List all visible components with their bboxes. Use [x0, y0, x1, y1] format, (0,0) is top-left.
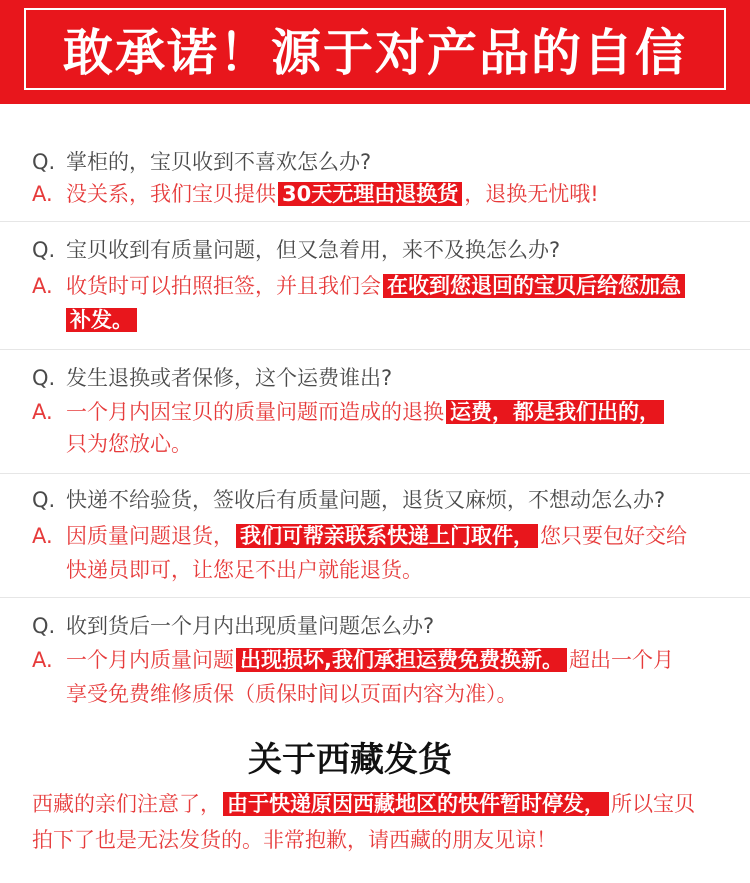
- answer-highlight: 出现损坏,我们承担运费免费换新。: [236, 648, 567, 672]
- faq-question: Q. 收到货后一个月内出现质量问题怎么办?: [32, 614, 435, 638]
- faq-answer-line2: 享受免费维修质保（质保时间以页面内容为准）。: [66, 682, 518, 706]
- faq-item: [0, 474, 750, 598]
- faq-question: Q. 掌柜的，宝贝收到不喜欢怎么办?: [32, 150, 372, 174]
- faq-question: Q. 发生退换或者保修，这个运费谁出?: [32, 366, 393, 390]
- faq-answer: A. 一个月内质量问题 出现损坏,我们承担运费免费换新。 超出一个月: [32, 648, 674, 672]
- header-banner: [0, 0, 750, 104]
- tibet-notice: 西藏的亲们注意了， 由于快递原因西藏地区的快件暂时停发， 所以宝贝: [32, 792, 695, 816]
- banner-frame: [24, 8, 726, 90]
- faq-answer: A. 没关系，我们宝贝提供 30天无理由退换货 ，退换无忧哦!: [32, 182, 599, 206]
- answer-highlight: 我们可帮亲联系快递上门取件，: [236, 524, 538, 548]
- faq-item: [0, 104, 750, 222]
- answer-highlight: 30天无理由退换货: [278, 182, 462, 206]
- faq-question: Q. 快递不给验货，签收后有质量问题，退货又麻烦，不想动怎么办?: [32, 488, 666, 512]
- faq-answer: A. 因质量问题退货， 我们可帮亲联系快递上门取件， 您只要包好交给: [32, 524, 687, 548]
- answer-highlight: 在收到您退回的宝贝后给您加急: [383, 274, 685, 298]
- tibet-section-title: 关于西藏发货: [248, 740, 452, 780]
- tibet-notice-line2: 拍下了也是无法发货的。非常抱歉，请西藏的朋友见谅！: [32, 828, 557, 852]
- faq-item: [0, 222, 750, 350]
- answer-highlight: 运费，都是我们出的，: [446, 400, 664, 424]
- tibet-highlight: 由于快递原因西藏地区的快件暂时停发，: [223, 792, 609, 816]
- faq-question: Q. 宝贝收到有质量问题，但又急着用，来不及换怎么办?: [32, 238, 561, 262]
- faq-item: [0, 350, 750, 474]
- banner-title: 敢承诺！源于对产品的自信: [63, 24, 687, 82]
- faq-answer-line2: 快递员即可，让您足不出户就能退货。: [66, 558, 423, 582]
- faq-answer: A. 一个月内因宝贝的质量问题而造成的退换 运费，都是我们出的，: [32, 398, 726, 426]
- faq-answer-line2: [32, 306, 726, 334]
- answer-highlight: 补发。: [66, 308, 137, 332]
- faq-answer: A. 收货时可以拍照拒签，并且我们会 在收到您退回的宝贝后给您加急: [32, 272, 726, 300]
- faq-answer-line2: 只为您放心。: [66, 432, 192, 456]
